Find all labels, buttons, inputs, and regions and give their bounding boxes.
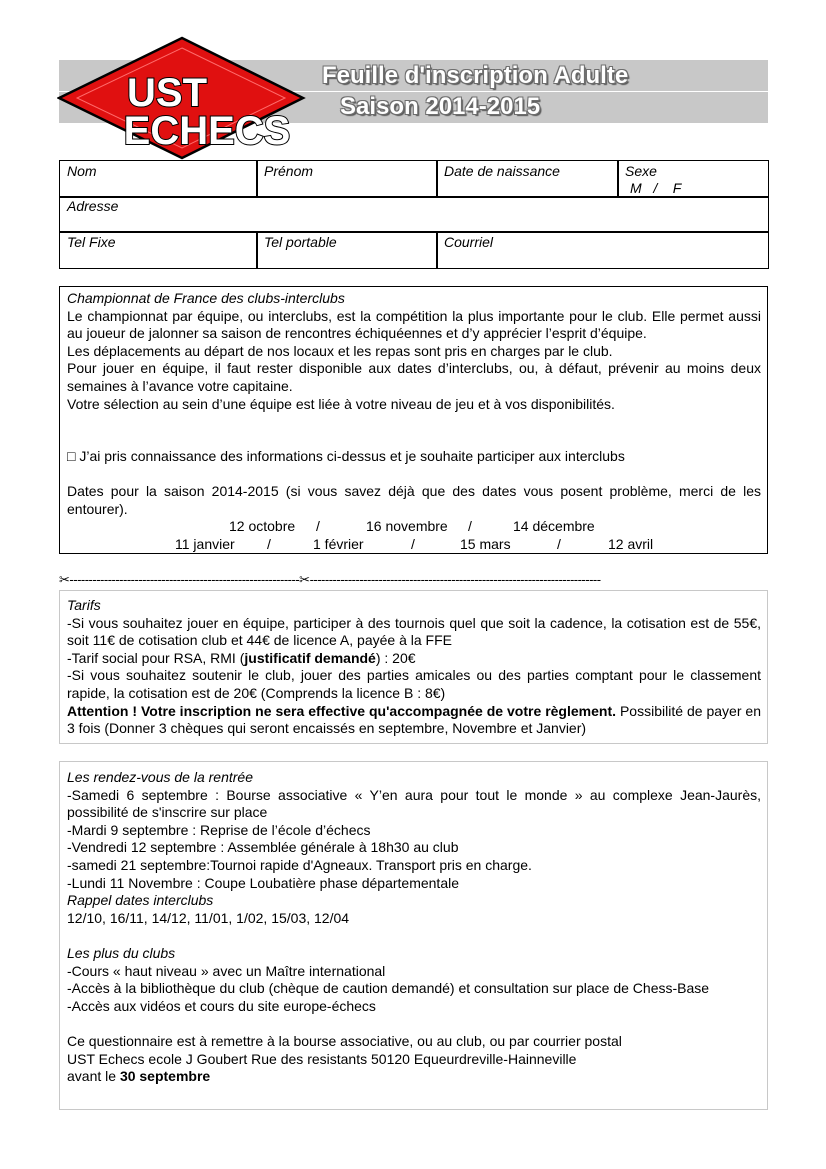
cut-dashes: ------------------------------------------------------------	[69, 572, 300, 587]
courriel-field[interactable]: Courriel	[444, 234, 494, 250]
tarif-social-text: -Tarif social pour RSA, RMI (	[67, 649, 245, 666]
form-col-divider	[617, 160, 619, 197]
tarif-item	[67, 650, 761, 668]
form-col-divider	[436, 160, 438, 197]
date-separator: /	[468, 518, 472, 534]
scissors-icon: ✂	[299, 572, 310, 587]
rappel-heading: Rappel dates interclubs	[67, 892, 214, 909]
date-item: 1 février	[313, 536, 364, 552]
form-col-divider	[256, 231, 258, 269]
interclubs-paragraph: Votre sélection au sein d’une équipe est liée à votre niveau de jeu et à vos disponibilités.	[67, 395, 615, 412]
interclubs-paragraph: Les déplacements au départ de nos locaux et les repas sont pris en charges par le club.	[67, 342, 613, 359]
date-separator: /	[411, 536, 415, 552]
return-instructions: Ce questionnaire est à remettre à la bourse associative, ou au club, ou par courrier postal	[67, 1032, 622, 1049]
spacer	[67, 1015, 761, 1033]
date-item: 15 mars	[460, 536, 511, 552]
adresse-field[interactable]: Adresse	[67, 198, 119, 214]
tarifs-heading: Tarifs	[67, 597, 101, 613]
svg-text:ECHECS: ECHECS	[123, 109, 291, 153]
event-item: -Mardi 9 septembre : Reprise de l’école d’échecs	[67, 821, 371, 838]
tarif-social-price: ) : 20€	[375, 649, 416, 666]
tarif-item: -Si vous souhaitez soutenir le club, jouer des parties amicales ou des parties comptant pour le classement rapide, la cotisation est de 20€ (Comprends la licence B : 8€)	[67, 667, 761, 701]
plus-item: -Cours « haut niveau » avec un Maître international	[67, 962, 386, 979]
interclubs-dates-intro: Dates pour la saison 2014-2015 (si vous savez déjà que des dates vous posent problème, merci de les entourer).	[67, 483, 761, 517]
identity-form	[59, 160, 769, 269]
rappel-dates: 12/10, 16/11, 14/12, 11/01, 1/02, 15/03, 12/04	[67, 909, 350, 926]
cut-line	[59, 572, 768, 588]
payment-options: Possibilité de payer en 3 fois (Donner 3 chèques qui seront encaissés en septembre, Novembre et Janvier)	[67, 702, 761, 737]
season-subtitle: Saison 2014-2015	[340, 93, 541, 120]
event-item: -samedi 21 septembre:Tournoi rapide d'Agneaux. Transport pris en charge.	[67, 856, 532, 873]
interclubs-heading: Championnat de France des clubs-interclubs	[67, 290, 345, 306]
event-item: -Lundi 11 Novembre : Coupe Loubatière phase départementale	[67, 874, 459, 891]
date-separator: /	[557, 536, 561, 552]
deadline-prefix: avant le	[67, 1068, 120, 1085]
plus-heading: Les plus du clubs	[67, 944, 176, 961]
date-item: 12 octobre	[229, 518, 296, 534]
plus-item: -Accès à la bibliothèque du club (chèque de caution demandé) et consultation sur place de Chess-Base	[67, 980, 710, 997]
tarifs-text	[67, 597, 761, 738]
warning-text: Attention ! Votre inscription ne sera effective qu'accompagnée de votre règlement.	[67, 702, 617, 719]
interclubs-checkbox[interactable]: □ J’ai pris connaissance des informations ci-dessus et je souhaite participer aux interclubs	[67, 448, 625, 464]
scissors-icon: ✂	[59, 572, 70, 587]
tel-fixe-field[interactable]: Tel Fixe	[67, 234, 116, 250]
date-separator: /	[267, 536, 271, 552]
form-row-divider	[59, 231, 769, 233]
interclubs-paragraph: Pour jouer en équipe, il faut rester disponible aux dates d’interclubs, ou, à défaut, prévenir au moins deux semaines à l’avance votre capitaine.	[67, 360, 761, 394]
sexe-field[interactable]: Sexe	[625, 163, 657, 179]
event-item: -Samedi 6 septembre : Bourse associative « Y’en aura pour tout le monde » au complexe Jean-Jaurès, possibilité de s'inscrire sur place	[67, 786, 761, 821]
deadline-date: 30 septembre	[119, 1068, 211, 1085]
deadline	[67, 1068, 761, 1086]
postal-address: UST Echecs ecole J Goubert Rue des resistants 50120 Equeurdreville-Hainneville	[67, 1050, 577, 1067]
date-item: 12 avril	[608, 536, 654, 552]
form-col-divider	[436, 231, 438, 269]
date-item: 16 novembre	[366, 518, 448, 534]
svg-text:UST: UST	[127, 71, 207, 115]
date-naissance-field[interactable]: Date de naissance	[444, 163, 560, 179]
tarif-warning	[67, 703, 761, 738]
sexe-options[interactable]: M / F	[630, 180, 682, 196]
rentree-text	[67, 769, 761, 1086]
rentree-heading: Les rendez-vous de la rentrée	[67, 769, 253, 785]
date-item: 11 janvier	[175, 536, 235, 552]
date-separator: /	[316, 518, 320, 534]
page-title: Feuille d'inscription Adulte	[322, 62, 629, 89]
nom-field[interactable]: Nom	[67, 163, 97, 179]
tarif-item: -Si vous souhaitez jouer en équipe, participer à des tournois quel que soit la cadence, la cotisation est de 55€, soit 11€ de cotisation club et 44€ de licence A, payée à la FFE	[67, 614, 761, 649]
event-item: -Vendredi 12 septembre : Assemblée générale à 18h30 au club	[67, 839, 459, 856]
form-row-divider	[59, 196, 769, 198]
interclubs-text	[67, 290, 761, 413]
plus-item: -Accès aux vidéos et cours du site europe-échecs	[67, 997, 376, 1014]
interclubs-paragraph: Le championnat par équipe, ou interclubs, est la compétition la plus importante pour le club. Elle permet aussi au joueur de jalonner sa saison de rencontres échiquéennes et d’y apprécier l’esprit d’équipe.	[67, 307, 761, 342]
form-col-divider	[256, 160, 258, 197]
ust-echecs-logo	[57, 36, 307, 161]
cut-dashes: ----------------------------------------------------------------------------	[309, 572, 601, 587]
spacer	[67, 927, 761, 945]
date-item: 14 décembre	[513, 518, 595, 534]
tel-portable-field[interactable]: Tel portable	[264, 234, 337, 250]
prenom-field[interactable]: Prénom	[264, 163, 314, 179]
tarif-social-note: justificatif demandé	[244, 649, 376, 666]
